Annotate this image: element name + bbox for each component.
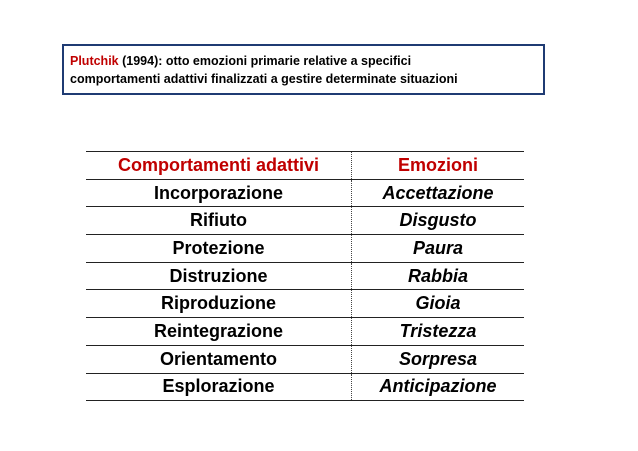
table-header-row [86, 152, 524, 180]
emotion-cell: Tristezza [352, 318, 525, 346]
table-row [86, 207, 524, 235]
table-row [86, 345, 524, 373]
caption-line-1-text: (1994): otto emozioni primarie relative a specifici [118, 54, 412, 68]
emotion-cell: Rabbia [352, 262, 525, 290]
header-comportamenti: Comportamenti adattivi [86, 152, 352, 180]
behavior-cell: Orientamento [86, 345, 352, 373]
table-row [86, 179, 524, 207]
caption-line-1 [70, 52, 537, 70]
caption-box [62, 44, 545, 95]
behavior-cell: Riproduzione [86, 290, 352, 318]
table-row [86, 235, 524, 263]
emotion-cell: Disgusto [352, 207, 525, 235]
emotion-cell: Accettazione [352, 179, 525, 207]
behavior-cell: Protezione [86, 235, 352, 263]
table-row [86, 290, 524, 318]
table-row [86, 373, 524, 401]
header-emozioni: Emozioni [352, 152, 525, 180]
behavior-cell: Reintegrazione [86, 318, 352, 346]
behavior-cell: Incorporazione [86, 179, 352, 207]
caption-author: Plutchik [70, 54, 119, 68]
emotions-table [86, 151, 524, 401]
caption-line-2: comportamenti adattivi finalizzati a gestire determinate situazioni [70, 72, 458, 86]
emotion-cell: Anticipazione [352, 373, 525, 401]
emotion-cell: Paura [352, 235, 525, 263]
table-row [86, 318, 524, 346]
emotion-cell: Gioia [352, 290, 525, 318]
behavior-cell: Distruzione [86, 262, 352, 290]
behavior-cell: Rifiuto [86, 207, 352, 235]
emotion-cell: Sorpresa [352, 345, 525, 373]
behavior-cell: Esplorazione [86, 373, 352, 401]
table-row [86, 262, 524, 290]
